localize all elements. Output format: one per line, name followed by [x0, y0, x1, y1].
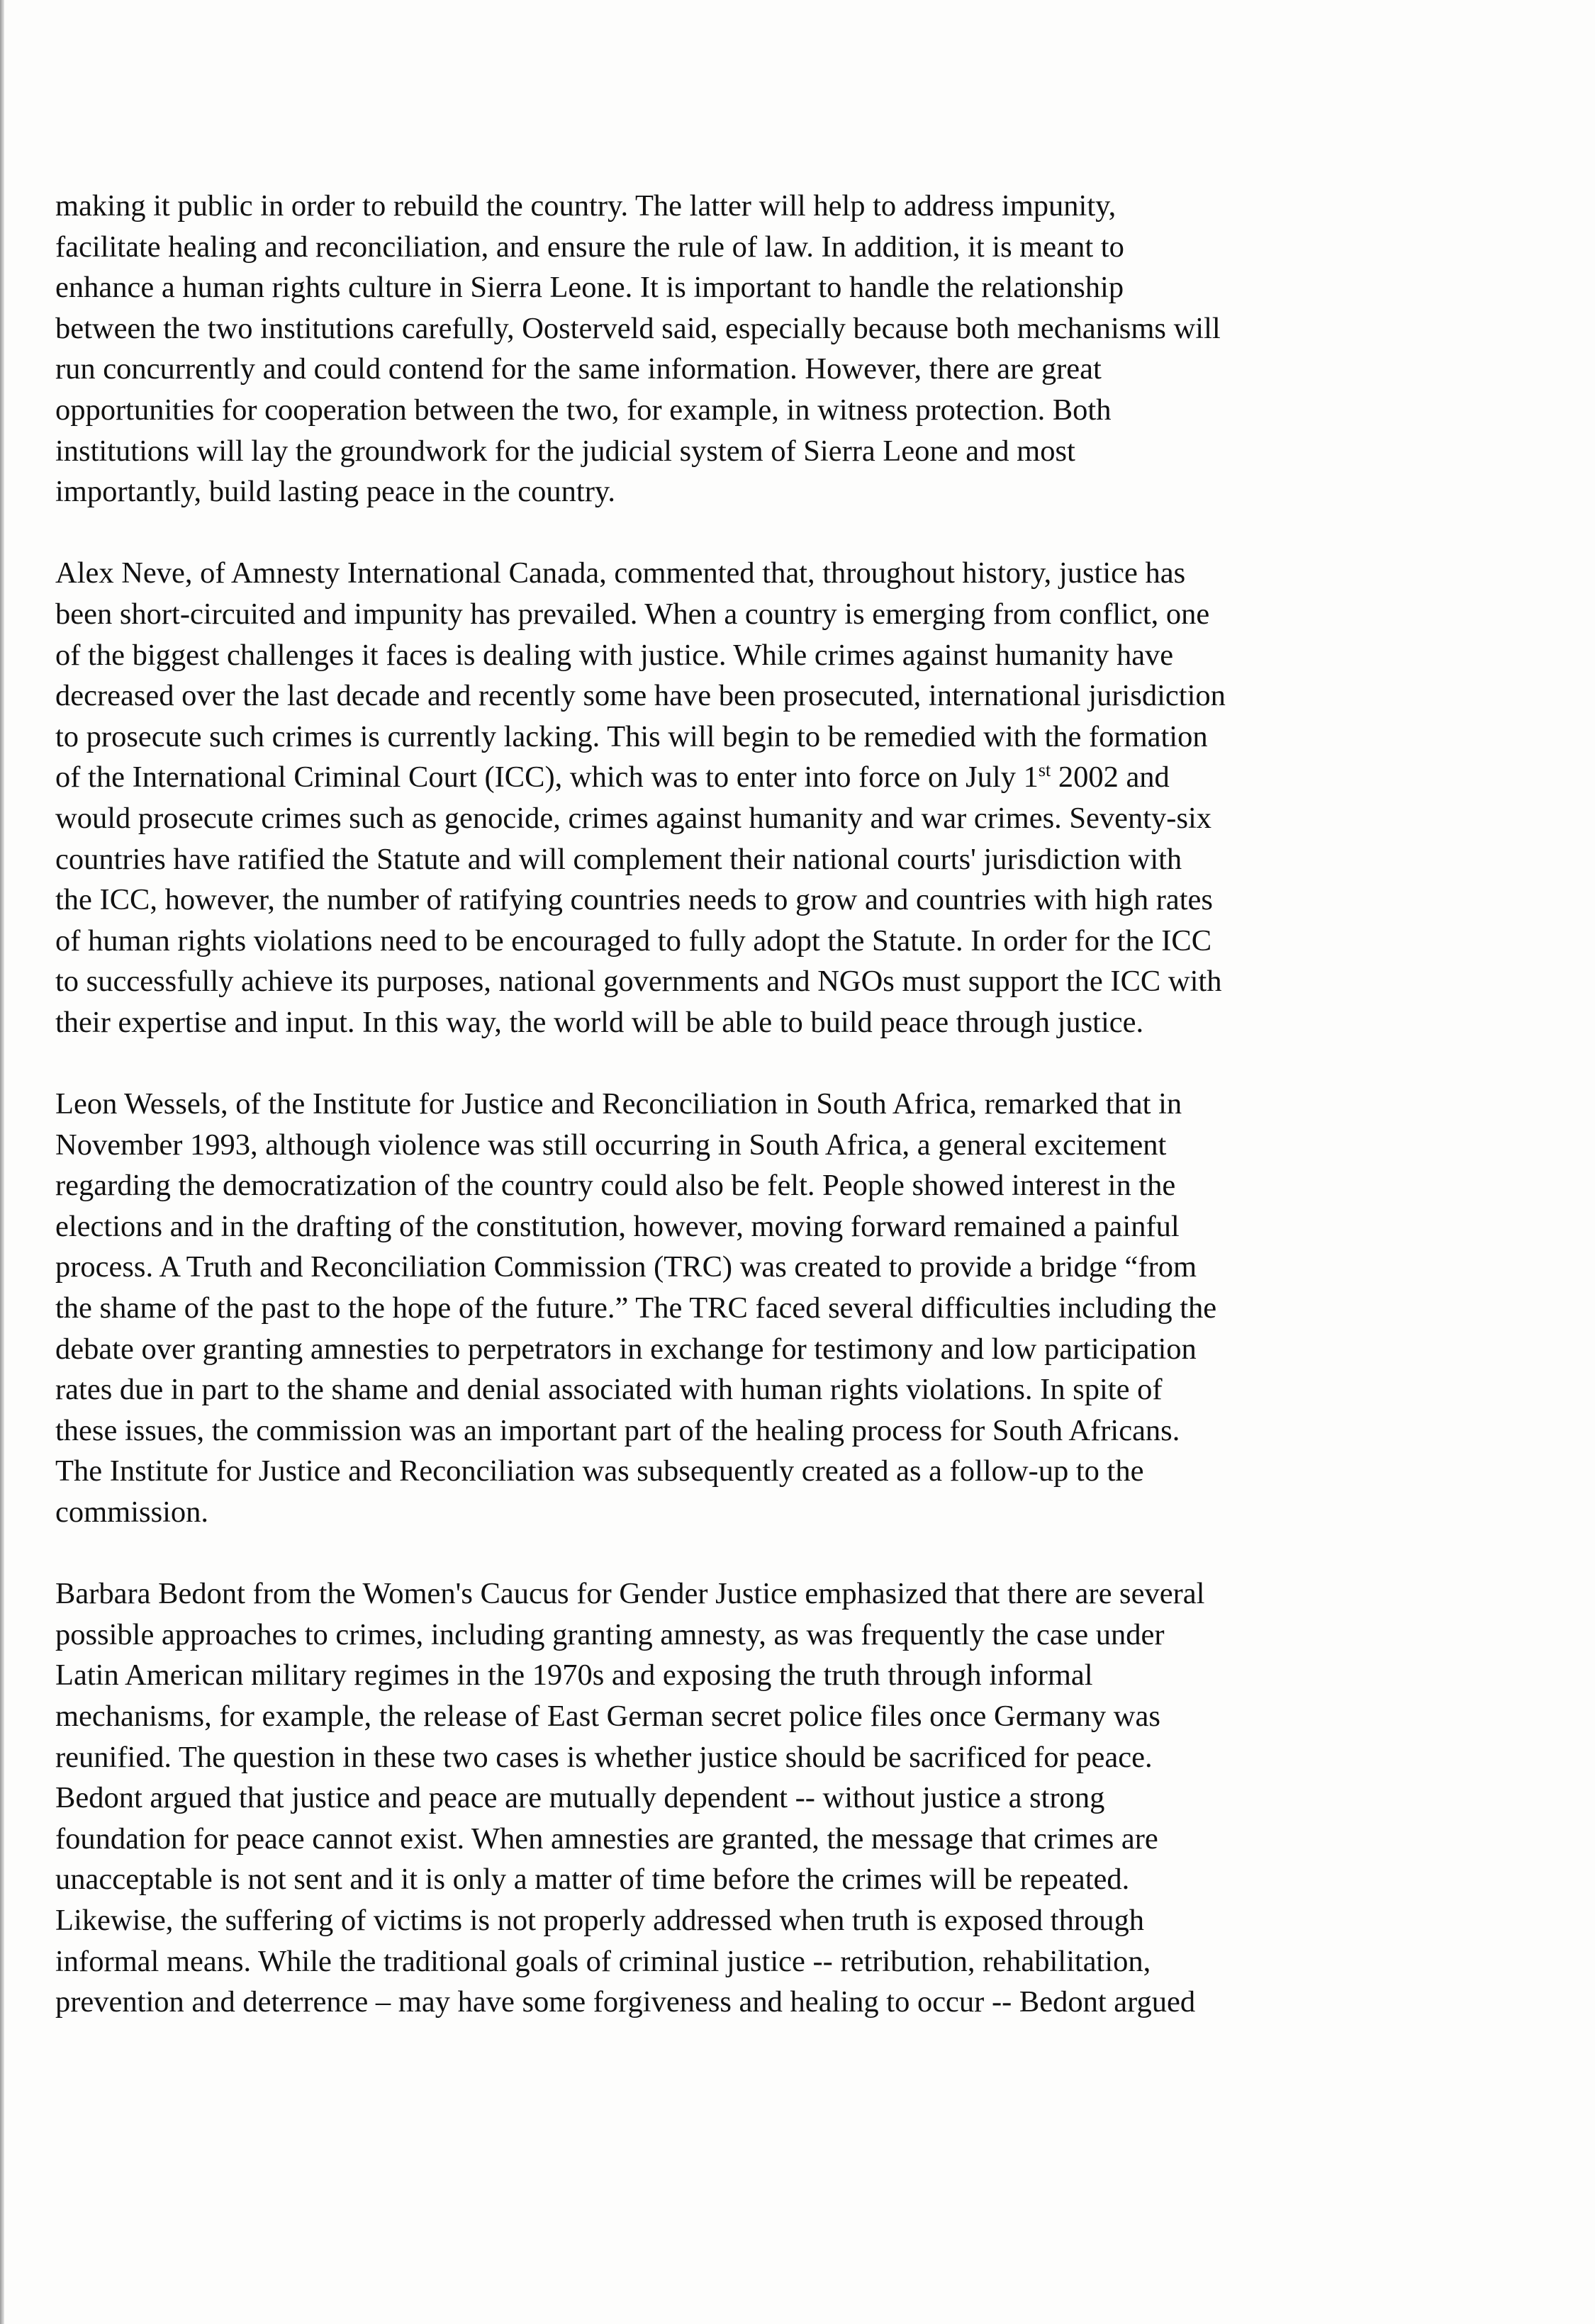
text-line: elections and in the drafting of the constitution, however, moving forward remained a painful	[55, 1209, 1180, 1243]
text-line: Barbara Bedont from the Women's Caucus for Gender Justice emphasized that there are several	[55, 1577, 1205, 1611]
text-line: been short-circuited and impunity has prevailed. When a country is emerging from conflict, one	[55, 597, 1210, 631]
text-line: regarding the democratization of the country could also be felt. People showed interest in the	[55, 1169, 1176, 1203]
text-line: countries have ratified the Statute and will complement their national courts' jurisdiction with	[55, 842, 1182, 876]
text-line: rates due in part to the shame and denial associated with human rights violations. In spite of	[55, 1373, 1163, 1407]
text-fragment: of the International Criminal Court (ICC), which was to enter into force on July 1	[55, 760, 1039, 795]
text-line: Leon Wessels, of the Institute for Justice and Reconciliation in South Africa, remarked that in	[55, 1087, 1182, 1121]
text-line: possible approaches to crimes, including granting amnesty, as was frequently the case under	[55, 1617, 1165, 1651]
text-line: foundation for peace cannot exist. When amnesties are granted, the message that crimes are	[55, 1821, 1158, 1856]
text-line: The Institute for Justice and Reconciliation was subsequently created as a follow-up to the	[55, 1454, 1144, 1488]
text-line: Likewise, the suffering of victims is not properly addressed when truth is exposed through	[55, 1903, 1144, 1937]
text-line: opportunities for cooperation between the two, for example, in witness protection. Both	[55, 393, 1112, 427]
text-line: Bedont argued that justice and peace are mutually dependent -- without justice a strong	[55, 1781, 1105, 1815]
text-line: reunified. The question in these two cases is whether justice should be sacrificed for peace.	[55, 1740, 1153, 1774]
text-line: would prosecute crimes such as genocide, crimes against humanity and war crimes. Seventy-six	[55, 801, 1212, 835]
text-line: commission.	[55, 1495, 209, 1529]
text-line: facilitate healing and reconciliation, and ensure the rule of law. In addition, it is meant to	[55, 230, 1124, 264]
paragraph-2	[55, 553, 1480, 1043]
text-line: November 1993, although violence was still occurring in South Africa, a general excitement	[55, 1128, 1167, 1162]
text-line: process. A Truth and Reconciliation Commission (TRC) was created to provide a bridge “from	[55, 1250, 1197, 1284]
text-line: making it public in order to rebuild the country. The latter will help to address impunity,	[55, 189, 1116, 223]
text-line: enhance a human rights culture in Sierra Leone. It is important to handle the relationship	[55, 271, 1124, 305]
text-line: prevention and deterrence – may have some forgiveness and healing to occur -- Bedont argued	[55, 1985, 1196, 2019]
text-line: the ICC, however, the number of ratifying countries needs to grow and countries with high rates	[55, 883, 1213, 917]
text-line-with-superscript	[55, 757, 1480, 798]
paragraph-1	[55, 186, 1480, 512]
text-line: institutions will lay the groundwork for the judicial system of Sierra Leone and most	[55, 434, 1075, 468]
text-line: Latin American military regimes in the 1970s and exposing the truth through informal	[55, 1658, 1093, 1693]
ordinal-superscript: st	[1038, 760, 1051, 781]
text-line: debate over granting amnesties to perpetrators in exchange for testimony and low participation	[55, 1332, 1197, 1366]
paragraph-3	[55, 1084, 1480, 1533]
text-line: their expertise and input. In this way, the world will be able to build peace through justice.	[55, 1005, 1144, 1039]
text-line: informal means. While the traditional goals of criminal justice -- retribution, rehabilitation,	[55, 1944, 1151, 1978]
text-line: unacceptable is not sent and it is only a matter of time before the crimes will be repeated.	[55, 1863, 1130, 1897]
text-line: between the two institutions carefully, Oosterveld said, especially because both mechanisms will	[55, 311, 1221, 345]
text-line: to successfully achieve its purposes, national governments and NGOs must support the ICC with	[55, 965, 1222, 999]
paragraph-4	[55, 1573, 1480, 2023]
text-line: importantly, build lasting peace in the country.	[55, 475, 615, 509]
text-line: the shame of the past to the hope of the future.” The TRC faced several difficulties including the	[55, 1291, 1217, 1325]
text-line: of the biggest challenges it faces is dealing with justice. While crimes against humanity have	[55, 638, 1174, 672]
text-line: these issues, the commission was an important part of the healing process for South Africans.	[55, 1413, 1180, 1447]
text-line: of human rights violations need to be encouraged to fully adopt the Statute. In order for the ICC	[55, 924, 1212, 958]
text-line: run concurrently and could contend for the same information. However, there are great	[55, 352, 1102, 386]
document-body	[55, 186, 1480, 2023]
text-line: to prosecute such crimes is currently lacking. This will begin to be remedied with the formation	[55, 719, 1208, 753]
text-fragment: 2002 and	[1051, 760, 1170, 795]
text-line: mechanisms, for example, the release of East German secret police files once Germany was	[55, 1699, 1160, 1733]
scan-edge-shadow	[0, 0, 4, 2324]
text-line: decreased over the last decade and recently some have been prosecuted, international jurisdiction	[55, 679, 1226, 713]
text-line: Alex Neve, of Amnesty International Canada, commented that, throughout history, justice has	[55, 556, 1186, 590]
